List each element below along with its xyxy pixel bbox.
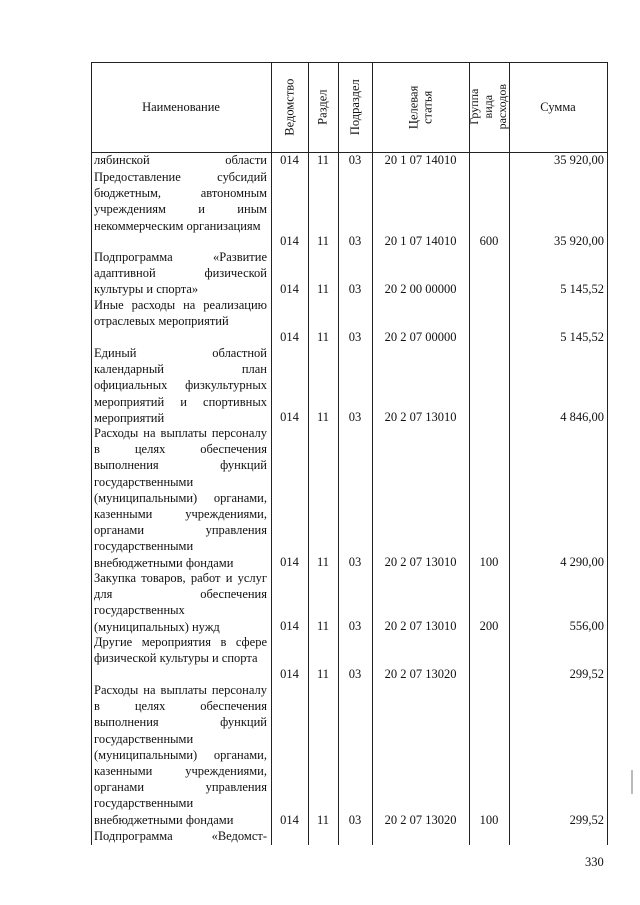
page-number: 330	[585, 855, 604, 869]
row-target-article: 20 2 07 13020	[384, 813, 457, 827]
row-amount: 556,00	[569, 619, 604, 633]
col-divider	[271, 62, 272, 845]
col-divider	[469, 62, 470, 845]
row-department: 014	[280, 282, 299, 296]
row-subsection: 03	[348, 667, 362, 681]
row-amount: 4 290,00	[560, 555, 604, 569]
scan-edge-mark	[631, 770, 633, 794]
row-department: 014	[280, 813, 299, 827]
row-subsection: 03	[348, 330, 362, 344]
row-name: Подпрограмма «Развитие адаптивной физической культуры и спорта»	[94, 250, 267, 297]
col-divider	[338, 62, 339, 845]
row-name: лябинской области	[94, 153, 267, 167]
header-section	[308, 62, 338, 152]
row-section: 11	[316, 410, 330, 424]
col-divider	[372, 62, 373, 845]
row-amount: 4 846,00	[560, 410, 604, 424]
row-target-article: 20 2 07 13010	[384, 410, 457, 424]
header-subsection-label: Подраздел	[347, 79, 362, 135]
row-target-article: 20 2 07 13010	[384, 555, 457, 569]
row-target-article: 20 1 07 14010	[384, 153, 457, 167]
row-amount: 299,52	[569, 813, 604, 827]
row-section: 11	[316, 282, 330, 296]
row-department: 014	[280, 667, 299, 681]
header-department	[271, 62, 308, 152]
row-name: Расходы на выплаты персоналу в целях обеспечения выполнения функций государственными (муниципальными) органами, казенными учреждениями, органами управления государственными внебюджетными фондами	[94, 683, 267, 827]
header-target-article-label: Целевая статья	[406, 85, 435, 129]
header-amount	[509, 62, 607, 152]
row-department: 014	[280, 555, 299, 569]
row-target-article: 20 1 07 14010	[384, 234, 457, 248]
header-amount-label: Сумма	[540, 99, 576, 114]
header-expense-group-label: Группа вида расходов	[467, 84, 509, 130]
row-section: 11	[316, 813, 330, 827]
row-department: 014	[280, 234, 299, 248]
row-subsection: 03	[348, 234, 362, 248]
row-name: Другие мероприятия в сфере физической культуры и спорта	[94, 635, 267, 666]
row-target-article: 20 2 07 00000	[384, 330, 457, 344]
row-expense-group: 600	[479, 234, 499, 248]
header-name-label: Наименование	[142, 99, 220, 114]
row-section: 11	[316, 330, 330, 344]
row-subsection: 03	[348, 555, 362, 569]
row-expense-group: 200	[479, 619, 499, 633]
header-target-article	[372, 62, 469, 152]
col-divider	[308, 62, 309, 845]
row-target-article: 20 2 07 13020	[384, 667, 457, 681]
row-name: Подпрограмма «Ведомст-	[94, 829, 267, 843]
row-section: 11	[316, 234, 330, 248]
header-subsection	[338, 62, 372, 152]
row-name: Единый областной календарный план официальных физкультурных мероприятий и спортивных мероприятий	[94, 346, 267, 425]
row-amount: 5 145,52	[560, 282, 604, 296]
row-subsection: 03	[348, 153, 362, 167]
row-amount: 299,52	[569, 667, 604, 681]
row-name: Расходы на выплаты персоналу в целях обеспечения выполнения функций государственными (муниципальными) органами, казенными учреждениями, органами управления государственными внебюджетными фондами	[94, 426, 267, 570]
row-expense-group: 100	[479, 813, 499, 827]
row-amount: 5 145,52	[560, 330, 604, 344]
row-subsection: 03	[348, 813, 362, 827]
row-amount: 35 920,00	[554, 234, 604, 248]
row-subsection: 03	[348, 619, 362, 633]
row-name: Иные расходы на реализацию отраслевых мероприятий	[94, 298, 267, 329]
row-target-article: 20 2 00 00000	[384, 282, 457, 296]
row-subsection: 03	[348, 410, 362, 424]
header-expense-group	[469, 62, 509, 152]
row-department: 014	[280, 153, 299, 167]
row-department: 014	[280, 330, 299, 344]
row-expense-group: 100	[479, 555, 499, 569]
header-name	[91, 62, 271, 152]
row-section: 11	[316, 619, 330, 633]
row-section: 11	[316, 667, 330, 681]
header-department-label: Ведомство	[282, 78, 297, 136]
col-divider	[509, 62, 510, 845]
row-section: 11	[316, 153, 330, 167]
row-name: Закупка товаров, работ и услуг для обеспечения государственных (муниципальных) нужд	[94, 571, 267, 634]
row-target-article: 20 2 07 13010	[384, 619, 457, 633]
row-department: 014	[280, 619, 299, 633]
row-name: Предоставление субсидий бюджетным, автономным учреждениям и иным некоммерческим организациям	[94, 170, 267, 233]
row-amount: 35 920,00	[554, 153, 604, 167]
col-divider	[91, 62, 92, 845]
row-department: 014	[280, 410, 299, 424]
row-subsection: 03	[348, 282, 362, 296]
header-section-label: Раздел	[315, 89, 330, 125]
col-divider	[607, 62, 608, 845]
row-section: 11	[316, 555, 330, 569]
